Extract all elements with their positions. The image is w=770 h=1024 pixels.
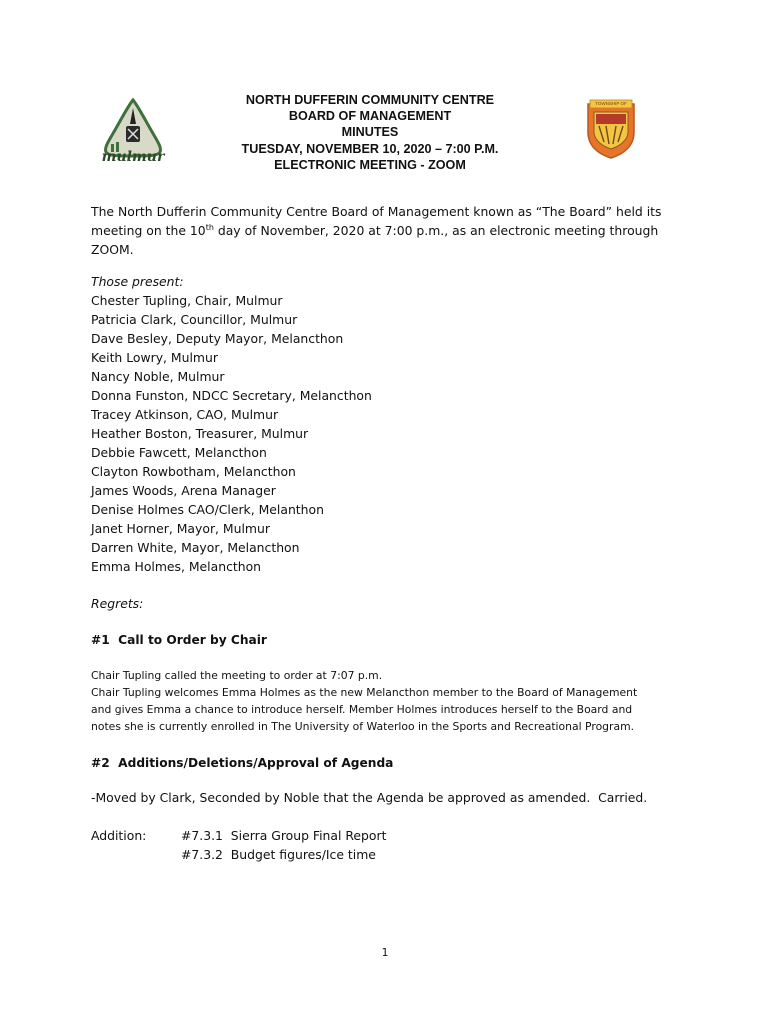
page-number: 1 bbox=[381, 946, 389, 959]
attendee: Nancy Noble, Mulmur bbox=[91, 369, 225, 384]
attendee: Emma Holmes, Melancthon bbox=[91, 559, 262, 574]
section-1-line: and gives Emma a chance to introduce herself. Member Holmes introduces herself to the Board and bbox=[91, 703, 633, 716]
attendees-section bbox=[91, 272, 491, 576]
header-line-1: NORTH DUFFERIN COMMUNITY CENTRE bbox=[245, 93, 495, 107]
attendee: Debbie Fawcett, Melancthon bbox=[91, 445, 267, 460]
intro-line-3: ZOOM. bbox=[91, 242, 134, 257]
attendee: Dave Besley, Deputy Mayor, Melancthon bbox=[91, 331, 344, 346]
present-label: Those present: bbox=[91, 274, 184, 289]
header-line-5: ELECTRONIC MEETING - ZOOM bbox=[274, 157, 466, 172]
intro-line-2: meeting on the 10th day of November, 2020 at 7:00 p.m., as an electronic meeting through bbox=[91, 222, 659, 238]
section-1-line: Chair Tupling called the meeting to order at 7:07 p.m. bbox=[91, 669, 383, 682]
attendee: Tracey Atkinson, CAO, Mulmur bbox=[91, 407, 279, 422]
attendee: Janet Horner, Mayor, Mulmur bbox=[91, 521, 270, 536]
section-1-line: Chair Tupling welcomes Emma Holmes as the new Melancthon member to the Board of Management bbox=[91, 686, 638, 699]
attendee: Keith Lowry, Mulmur bbox=[91, 350, 218, 365]
attendee: Clayton Rowbotham, Melancthon bbox=[91, 464, 296, 479]
header-line-4: TUESDAY, NOVEMBER 10, 2020 – 7:00 P.M. bbox=[241, 141, 499, 156]
attendee: James Woods, Arena Manager bbox=[91, 483, 276, 498]
addition-item: #7.3.2 Budget figures/Ice time bbox=[181, 847, 376, 862]
attendee: Darren White, Mayor, Melancthon bbox=[91, 540, 300, 555]
ordinal-suffix: th bbox=[205, 222, 214, 232]
section-2-heading: #2 Additions/Deletions/Approval of Agenda bbox=[91, 756, 394, 770]
attendee: Heather Boston, Treasurer, Mulmur bbox=[91, 426, 309, 441]
attendee: Donna Funston, NDCC Secretary, Melancthon bbox=[91, 388, 372, 403]
attendee: Chester Tupling, Chair, Mulmur bbox=[91, 293, 283, 308]
intro-paragraph bbox=[91, 202, 691, 259]
mulmur-logo-text: mulmur bbox=[101, 149, 165, 165]
attendee: Patricia Clark, Councillor, Mulmur bbox=[91, 312, 298, 327]
melancthon-crest-icon bbox=[584, 98, 638, 160]
additions-list bbox=[181, 826, 386, 864]
section-1-line: notes she is currently enrolled in The University of Waterloo in the Sports and Recreational Program. bbox=[91, 720, 635, 733]
header-line-2: BOARD OF MANAGEMENT bbox=[288, 109, 452, 124]
motion-text: -Moved by Clark, Seconded by Noble that the Agenda be approved as amended. Carried. bbox=[91, 790, 648, 805]
attendee: Denise Holmes CAO/Clerk, Melanthon bbox=[91, 502, 324, 517]
crest-text: TOWNSHIP OF bbox=[595, 101, 627, 106]
document-header bbox=[150, 92, 590, 173]
addition-item: #7.3.1 Sierra Group Final Report bbox=[181, 828, 387, 843]
addition-label: Addition: bbox=[91, 828, 147, 843]
section-1-heading: #1 Call to Order by Chair bbox=[91, 633, 267, 647]
header-line-3: MINUTES bbox=[341, 125, 399, 140]
section-1-body bbox=[91, 667, 711, 735]
melancthon-crest bbox=[584, 98, 638, 160]
intro-line-1: The North Dufferin Community Centre Board of Management known as “The Board” held its bbox=[91, 204, 662, 219]
regrets-label: Regrets: bbox=[91, 596, 144, 611]
